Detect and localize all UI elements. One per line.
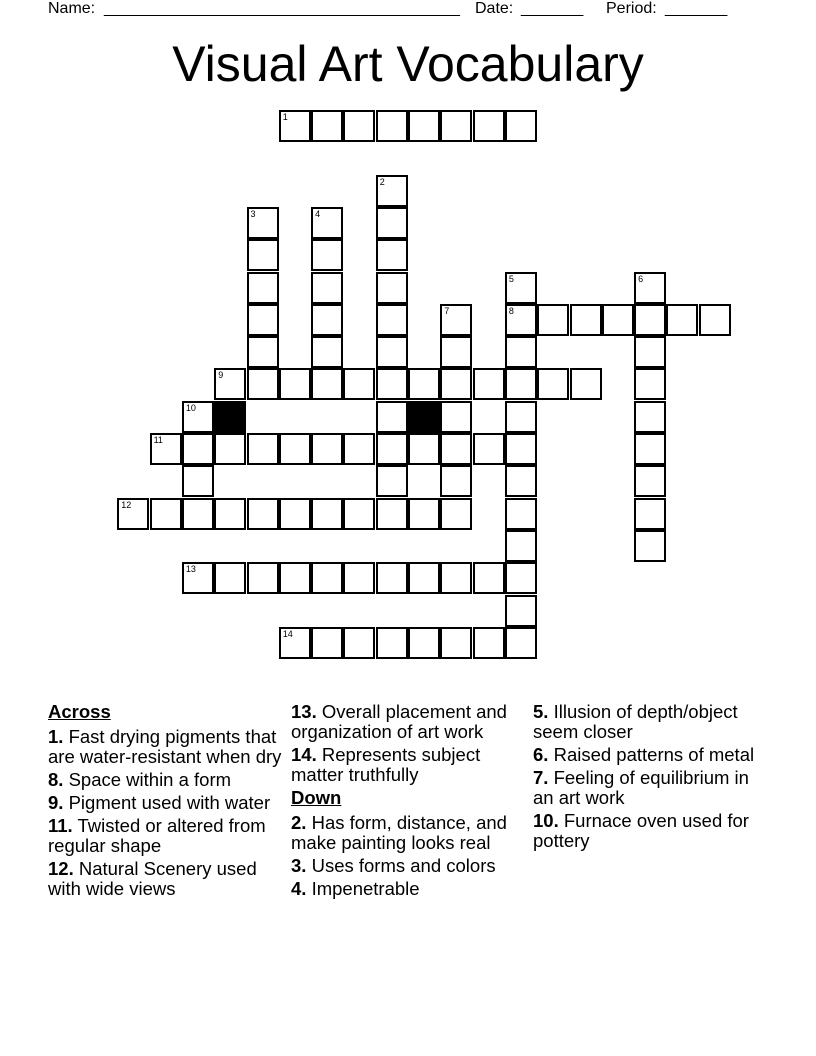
grid-cell[interactable]: [505, 595, 537, 627]
clue-across-1: [48, 727, 288, 767]
grid-cell[interactable]: [279, 498, 311, 530]
grid-cell[interactable]: [473, 368, 505, 400]
grid-cell[interactable]: [311, 433, 343, 465]
grid-cell[interactable]: [408, 433, 440, 465]
grid-cell[interactable]: [473, 627, 505, 659]
clue-number-label: 11: [153, 435, 163, 445]
grid-cell[interactable]: [376, 272, 408, 304]
grid-cell[interactable]: [182, 433, 214, 465]
clue-text: Represents subject matter truthfully: [291, 744, 481, 785]
grid-block: [214, 401, 246, 433]
grid-cell[interactable]: [247, 239, 279, 271]
grid-cell[interactable]: [279, 627, 311, 659]
clue-number-label: 7: [444, 305, 450, 316]
grid-cell[interactable]: [343, 498, 375, 530]
clue-number: 6.: [533, 744, 549, 765]
grid-cell[interactable]: [279, 110, 311, 142]
grid-cell[interactable]: [182, 401, 214, 433]
grid-cell[interactable]: [376, 239, 408, 271]
grid-cell[interactable]: [311, 304, 343, 336]
grid-cell[interactable]: [505, 401, 537, 433]
grid-cell[interactable]: [214, 498, 246, 530]
grid-cell[interactable]: [634, 401, 666, 433]
clue-down-4: [291, 879, 531, 899]
grid-cell[interactable]: [279, 433, 311, 465]
grid-cell[interactable]: [505, 336, 537, 368]
grid-cell[interactable]: [440, 304, 472, 336]
clue-text: Illusion of depth/object seem closer: [533, 701, 738, 742]
grid-cell[interactable]: [505, 433, 537, 465]
clue-number: 8.: [48, 769, 64, 790]
clue-text: Impenetrable: [311, 878, 420, 899]
clue-number: 12.: [48, 858, 74, 879]
grid-block: [408, 401, 440, 433]
clue-number-label: 1: [282, 112, 288, 122]
grid-cell[interactable]: [505, 498, 537, 530]
grid-cell[interactable]: [182, 498, 214, 530]
grid-cell[interactable]: [247, 207, 279, 239]
grid-cell[interactable]: [505, 627, 537, 659]
clue-across-14: [291, 745, 531, 785]
grid-cell[interactable]: [505, 562, 537, 594]
grid-cell[interactable]: [247, 562, 279, 594]
clue-down-2: [291, 813, 531, 853]
clue-down-3: [291, 856, 531, 876]
grid-cell[interactable]: [440, 627, 472, 659]
clue-number-label: 14: [282, 628, 293, 639]
clues-column-1: [48, 702, 288, 902]
grid-cell[interactable]: [247, 498, 279, 530]
clue-text: Furnace oven used for pottery: [533, 810, 749, 851]
clue-number-label: 8: [508, 305, 514, 316]
clue-number: 2.: [291, 812, 307, 833]
grid-cell[interactable]: [376, 336, 408, 368]
clue-number-label: 5: [508, 273, 514, 284]
clue-text: Natural Scenery used with wide views: [48, 858, 257, 899]
clue-number-label: 12: [121, 499, 132, 510]
period-label: Period:: [606, 0, 657, 17]
grid-cell[interactable]: [343, 562, 375, 594]
grid-cell[interactable]: [247, 368, 279, 400]
grid-cell[interactable]: [537, 304, 569, 336]
grid-cell[interactable]: [666, 304, 698, 336]
clue-number: 10.: [533, 810, 559, 831]
clue-text: Fast drying pigments that are water-resistant when dry: [48, 726, 282, 767]
grid-cell[interactable]: [343, 627, 375, 659]
grid-cell[interactable]: [602, 304, 634, 336]
clue-down-7: [533, 768, 773, 808]
down-heading: Down: [291, 787, 342, 808]
grid-cell[interactable]: [376, 368, 408, 400]
grid-cell[interactable]: [440, 562, 472, 594]
grid-cell[interactable]: [247, 336, 279, 368]
clue-number-label: 9: [218, 370, 224, 381]
grid-cell[interactable]: [311, 498, 343, 530]
grid-cell[interactable]: [376, 627, 408, 659]
clue-down-6: [533, 745, 773, 765]
grid-cell[interactable]: [505, 272, 537, 304]
date-label: Date:: [475, 0, 514, 17]
grid-cell[interactable]: [311, 272, 343, 304]
clue-number-label: 3: [250, 208, 256, 219]
grid-cell[interactable]: [279, 368, 311, 400]
name-blank[interactable]: ________________________________________: [104, 0, 460, 17]
grid-cell[interactable]: [117, 498, 149, 530]
clue-text: Twisted or altered from regular shape: [48, 815, 266, 856]
clue-text: Overall placement and organization of art work: [291, 701, 507, 742]
grid-cell[interactable]: [634, 433, 666, 465]
clue-number: 14.: [291, 744, 317, 765]
grid-cell[interactable]: [440, 433, 472, 465]
grid-cell[interactable]: [214, 433, 246, 465]
grid-cell[interactable]: [570, 304, 602, 336]
grid-cell[interactable]: [182, 465, 214, 497]
grid-cell[interactable]: [440, 110, 472, 142]
grid-cell[interactable]: [311, 207, 343, 239]
clue-number-label: 4: [315, 208, 321, 219]
clue-across-9: [48, 793, 288, 813]
grid-cell[interactable]: [376, 498, 408, 530]
grid-cell[interactable]: [214, 368, 246, 400]
grid-cell[interactable]: [376, 207, 408, 239]
grid-cell[interactable]: [570, 368, 602, 400]
grid-cell[interactable]: [376, 465, 408, 497]
grid-cell[interactable]: [311, 336, 343, 368]
grid-cell[interactable]: [408, 627, 440, 659]
grid-cell[interactable]: [505, 110, 537, 142]
grid-cell[interactable]: [473, 433, 505, 465]
grid-cell[interactable]: [473, 562, 505, 594]
grid-cell[interactable]: [634, 368, 666, 400]
grid-cell[interactable]: [440, 465, 472, 497]
period-blank[interactable]: _______: [665, 0, 728, 17]
grid-cell[interactable]: [408, 562, 440, 594]
clue-text: Raised patterns of metal: [553, 744, 755, 765]
grid-cell[interactable]: [311, 110, 343, 142]
grid-cell[interactable]: [440, 368, 472, 400]
name-label: Name:: [48, 0, 96, 17]
grid-cell[interactable]: [634, 336, 666, 368]
grid-cell[interactable]: [408, 110, 440, 142]
grid-cell[interactable]: [634, 465, 666, 497]
grid-cell[interactable]: [150, 498, 182, 530]
grid-cell[interactable]: [376, 433, 408, 465]
grid-cell[interactable]: [311, 562, 343, 594]
grid-cell[interactable]: [182, 562, 214, 594]
grid-cell[interactable]: [440, 498, 472, 530]
grid-cell[interactable]: [408, 498, 440, 530]
clue-across-13: [291, 702, 531, 742]
grid-cell[interactable]: [247, 304, 279, 336]
grid-cell[interactable]: [150, 433, 182, 465]
grid-cell[interactable]: [376, 175, 408, 207]
clue-number: 13.: [291, 701, 317, 722]
grid-cell[interactable]: [505, 530, 537, 562]
grid-cell[interactable]: [634, 304, 666, 336]
grid-cell[interactable]: [214, 562, 246, 594]
grid-cell[interactable]: [376, 401, 408, 433]
grid-cell[interactable]: [505, 368, 537, 400]
clue-across-11: [48, 816, 288, 856]
clue-number-label: 2: [379, 176, 385, 187]
clue-text: Feeling of equilibrium in an art work: [533, 767, 749, 808]
grid-cell[interactable]: [634, 530, 666, 562]
grid-cell[interactable]: [343, 110, 375, 142]
clue-number-label: 13: [185, 564, 196, 575]
clue-down-10: [533, 811, 773, 851]
grid-cell[interactable]: [505, 304, 537, 336]
page-title: Visual Art Vocabulary: [172, 36, 644, 92]
clues-column-3: [533, 702, 773, 854]
clue-text: Space within a form: [68, 769, 232, 790]
clue-down-5: [533, 702, 773, 742]
date-blank[interactable]: _______: [521, 0, 584, 17]
clue-number: 7.: [533, 767, 549, 788]
clue-number: 9.: [48, 792, 64, 813]
grid-cell[interactable]: [247, 433, 279, 465]
grid-cell[interactable]: [343, 433, 375, 465]
grid-cell[interactable]: [376, 304, 408, 336]
clue-number: 1.: [48, 726, 64, 747]
grid-cell[interactable]: [634, 498, 666, 530]
grid-cell[interactable]: [505, 465, 537, 497]
grid-cell[interactable]: [634, 272, 666, 304]
clues-column-2: [291, 702, 531, 902]
grid-cell[interactable]: [440, 401, 472, 433]
clue-number: 3.: [291, 855, 307, 876]
clue-number: 5.: [533, 701, 549, 722]
grid-cell[interactable]: [343, 368, 375, 400]
clue-number: 4.: [291, 878, 307, 899]
grid-cell[interactable]: [279, 562, 311, 594]
clue-across-12: [48, 859, 288, 899]
clue-number-label: 6: [638, 273, 644, 284]
clue-number: 11.: [48, 815, 73, 836]
grid-cell[interactable]: [473, 110, 505, 142]
grid-cell[interactable]: [408, 368, 440, 400]
clue-text: Pigment used with water: [68, 792, 271, 813]
clue-text: Uses forms and colors: [311, 855, 496, 876]
grid-cell[interactable]: [311, 627, 343, 659]
clue-text: Has form, distance, and make painting looks real: [291, 812, 507, 853]
grid-cell[interactable]: [311, 368, 343, 400]
grid-cell[interactable]: [311, 239, 343, 271]
clue-across-8: [48, 770, 288, 790]
grid-cell[interactable]: [376, 110, 408, 142]
grid-cell[interactable]: [537, 368, 569, 400]
clue-number-label: 10: [185, 402, 196, 413]
grid-cell[interactable]: [440, 336, 472, 368]
grid-cell[interactable]: [247, 272, 279, 304]
grid-cell[interactable]: [376, 562, 408, 594]
across-heading: Across: [48, 701, 111, 722]
grid-cell[interactable]: [699, 304, 731, 336]
